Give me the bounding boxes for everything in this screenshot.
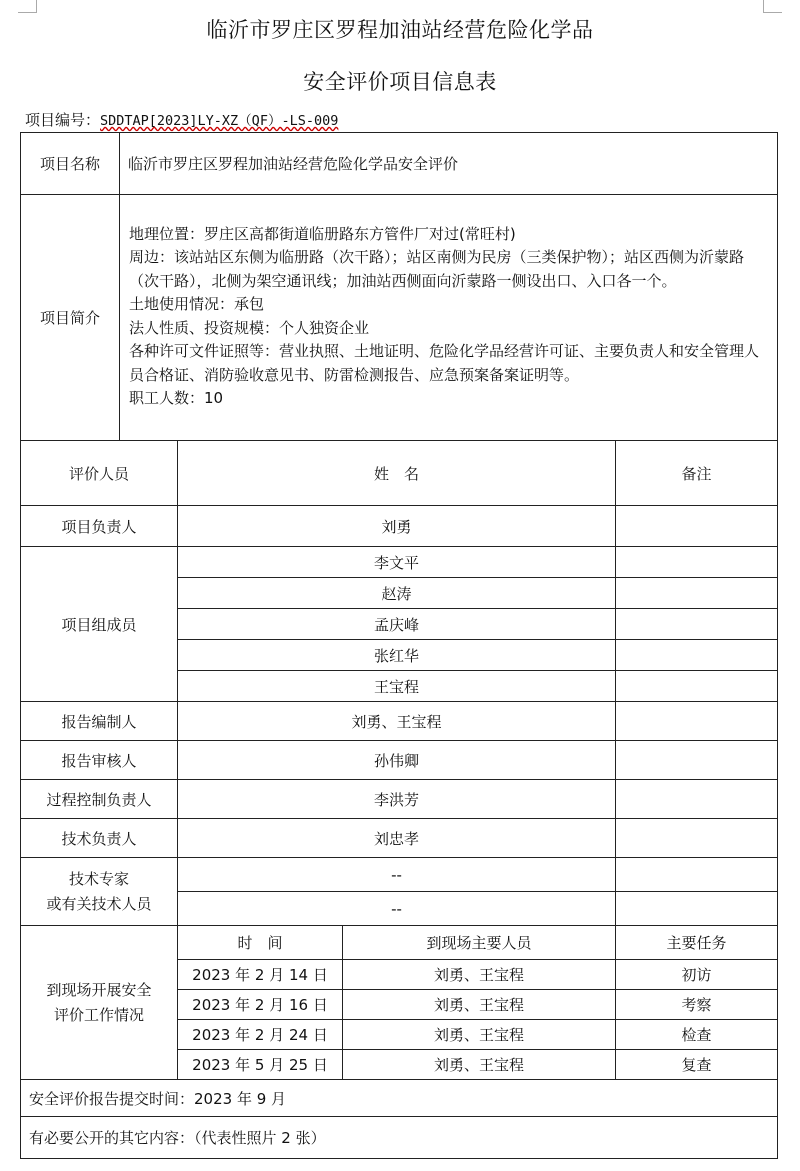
intro-staff-count: 职工人数：10 — [129, 389, 224, 407]
other-public-content: 有必要公开的其它内容：（代表性照片 2 张） — [21, 1117, 778, 1159]
expert-value: -- — [178, 858, 616, 892]
member-note — [616, 609, 778, 640]
site-work-people: 刘勇、王宝程 — [343, 1020, 616, 1050]
site-work-people-header: 到现场主要人员 — [343, 926, 616, 960]
experts-role-line1: 技术专家 — [68, 869, 129, 888]
process-controller-note — [616, 780, 778, 819]
report-reviewer-row — [21, 741, 778, 780]
expert-note — [616, 858, 778, 892]
experts-role-line2: 或有关技术人员 — [46, 894, 152, 913]
site-work-time: 2023 年 2 月 24 日 — [178, 1020, 343, 1050]
report-reviewer-role: 报告审核人 — [21, 741, 178, 780]
project-name-value: 临沂市罗庄区罗程加油站经营危险化学品安全评价 — [120, 133, 778, 195]
experts-role — [21, 858, 178, 926]
member-name: 赵涛 — [178, 578, 616, 609]
report-writer-note — [616, 702, 778, 741]
document-title-line2: 安全评价项目信息表 — [303, 70, 497, 94]
intro-licenses: 各种许可文件证照等：营业执照、土地证明、危险化学品经营许可证、主要负责人和安全管理人员合格证、消防验收意见书、防雷检测报告、应急预案备案证明等。 — [129, 342, 760, 384]
leader-note — [616, 506, 778, 547]
site-work-time: 2023 年 2 月 14 日 — [178, 960, 343, 990]
document-title-line1: 临沂市罗庄区罗程加油站经营危险化学品 — [206, 18, 594, 42]
project-info-table — [20, 132, 778, 441]
experts-row — [21, 858, 778, 892]
site-work-time-header: 时 间 — [178, 926, 343, 960]
site-work-role-line2: 评价工作情况 — [53, 1005, 144, 1024]
personnel-header-row — [21, 441, 778, 506]
site-work-task: 初访 — [616, 960, 778, 990]
page-corner-mark-right — [763, 0, 782, 13]
tech-lead-name: 刘忠孝 — [178, 819, 616, 858]
report-reviewer-name: 孙伟卿 — [178, 741, 616, 780]
members-role: 项目组成员 — [21, 547, 178, 702]
expert-value: -- — [178, 892, 616, 926]
header-role: 评价人员 — [21, 441, 178, 506]
process-controller-role: 过程控制负责人 — [21, 780, 178, 819]
report-writer-row — [21, 702, 778, 741]
tech-lead-row — [21, 819, 778, 858]
member-name: 张红华 — [178, 640, 616, 671]
project-number-value: SDDTAP[2023]LY-XZ（QF）-LS-009 — [100, 113, 339, 129]
site-work-people: 刘勇、王宝程 — [343, 1050, 616, 1080]
project-intro-content — [120, 195, 778, 441]
site-work-task: 考察 — [616, 990, 778, 1020]
intro-land-use: 土地使用情况：承包 — [129, 295, 265, 313]
member-name: 李文平 — [178, 547, 616, 578]
submit-time: 安全评价报告提交时间：2023 年 9 月 — [21, 1080, 778, 1117]
member-note — [616, 547, 778, 578]
intro-legal-nature: 法人性质、投资规模：个人独资企业 — [129, 318, 370, 337]
project-name-label: 项目名称 — [21, 133, 120, 195]
member-note — [616, 671, 778, 702]
leader-row — [21, 506, 778, 547]
member-name: 孟庆峰 — [178, 609, 616, 640]
header-note: 备注 — [616, 441, 778, 506]
other-content-row — [21, 1117, 778, 1159]
personnel-table — [20, 440, 778, 1159]
site-work-people: 刘勇、王宝程 — [343, 990, 616, 1020]
member-row — [21, 547, 778, 578]
project-number-label: 项目编号： — [25, 111, 101, 129]
member-name: 王宝程 — [178, 671, 616, 702]
tech-lead-note — [616, 819, 778, 858]
site-work-role — [21, 926, 178, 1080]
submit-time-row — [21, 1080, 778, 1117]
process-controller-name: 李洪芳 — [178, 780, 616, 819]
process-controller-row — [21, 780, 778, 819]
expert-note — [616, 892, 778, 926]
header-name: 姓 名 — [178, 441, 616, 506]
report-reviewer-note — [616, 741, 778, 780]
report-writer-name: 刘勇、王宝程 — [178, 702, 616, 741]
member-note — [616, 640, 778, 671]
project-intro-row — [21, 195, 778, 441]
intro-surroundings: 周边：该站站区东侧为临册路（次干路）；站区南侧为民房（三类保护物）；站区西侧为沂蒙路（次干路），北侧为架空通讯线；加油站西侧面向沂蒙路一侧设出口、入口各一个。 — [129, 248, 745, 290]
site-work-header-row — [21, 926, 778, 960]
project-name-row — [21, 133, 778, 195]
tech-lead-role: 技术负责人 — [21, 819, 178, 858]
site-work-time: 2023 年 2 月 16 日 — [178, 990, 343, 1020]
leader-role: 项目负责人 — [21, 506, 178, 547]
intro-location: 地理位置：罗庄区高都街道临册路东方管件厂对过(常旺村) — [129, 224, 516, 243]
site-work-role-line1: 到现场开展安全 — [46, 980, 152, 999]
leader-name: 刘勇 — [178, 506, 616, 547]
site-work-task: 检查 — [616, 1020, 778, 1050]
project-number — [25, 109, 338, 130]
page-corner-mark-left — [18, 0, 37, 13]
member-note — [616, 578, 778, 609]
project-intro-label: 项目简介 — [21, 195, 120, 441]
site-work-task-header: 主要任务 — [616, 926, 778, 960]
site-work-people: 刘勇、王宝程 — [343, 960, 616, 990]
site-work-time: 2023 年 5 月 25 日 — [178, 1050, 343, 1080]
report-writer-role: 报告编制人 — [21, 702, 178, 741]
site-work-task: 复查 — [616, 1050, 778, 1080]
